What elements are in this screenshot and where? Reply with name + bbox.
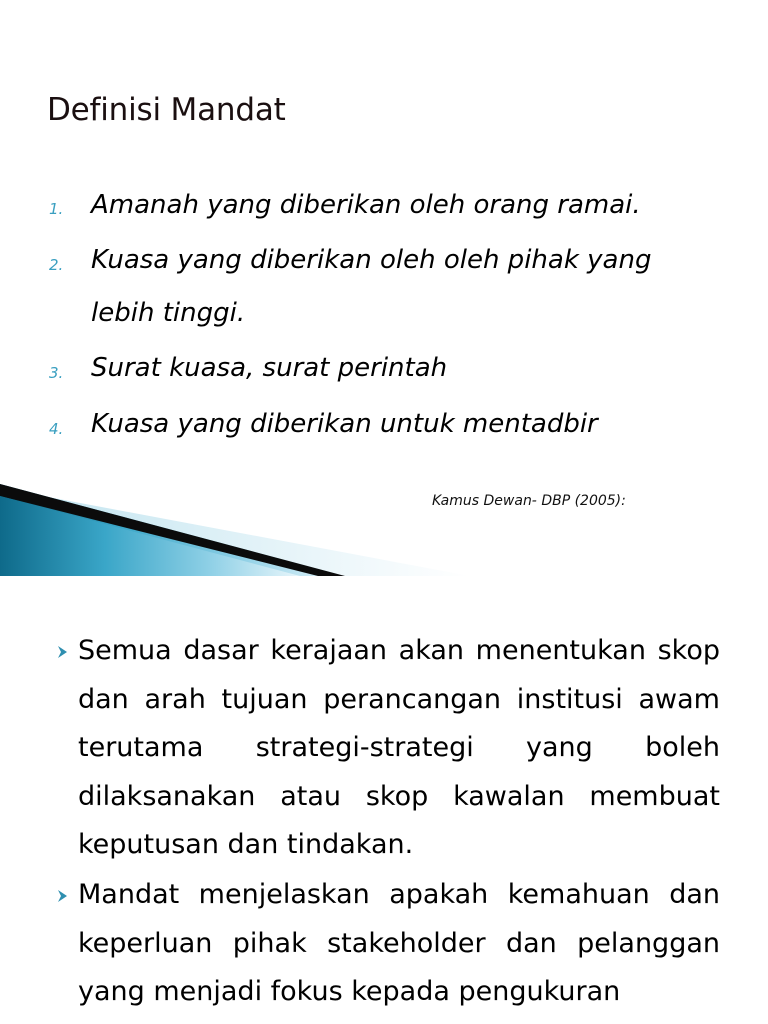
list-item: Kuasa yang diberikan untuk mentadbir (91, 409, 598, 439)
list-number: 4. (49, 420, 64, 438)
chevron-right-icon (53, 886, 73, 906)
slide-mandat-penjelasan (0, 576, 768, 1024)
list-number: 3. (49, 364, 64, 382)
list-item: Amanah yang diberikan oleh orang ramai. (91, 190, 641, 220)
list-item: Surat kuasa, surat perintah (91, 353, 448, 383)
bullet-paragraph: Mandat menjelaskan apakah kemahuan dan keperluan pihak stakeholder dan pelanggan yang menjadi fokus kepada pengukuran (78, 879, 720, 1007)
list-number: 2. (49, 256, 64, 274)
decorative-swoosh (0, 480, 470, 576)
citation: Kamus Dewan- DBP (2005): (432, 493, 626, 509)
slide-title: Definisi Mandat (47, 92, 286, 128)
list-number: 1. (49, 200, 64, 218)
bullet-paragraph: Semua dasar kerajaan akan menentukan skop dan arah tujuan perancangan institusi awam terutama strategi-strategi yang boleh dilaksanakan atau skop kawalan membuat keputusan dan tindakan. (78, 635, 720, 860)
list-item-continuation: lebih tinggi. (91, 298, 246, 328)
list-item: Kuasa yang diberikan oleh oleh pihak yang (91, 245, 652, 275)
chevron-right-icon (53, 642, 73, 662)
